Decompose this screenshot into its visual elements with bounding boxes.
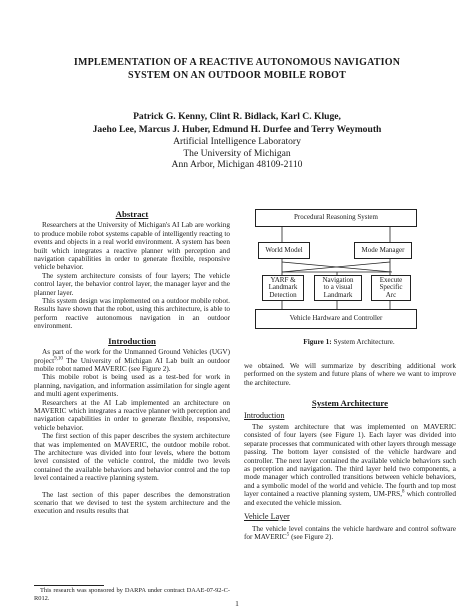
vehicle-citation: 5 bbox=[286, 532, 290, 538]
vehicle-layer-paragraph bbox=[244, 525, 456, 542]
intro-p1-text-a: As part of the work for the Unmanned Ground Vehicles (UGV) project bbox=[34, 348, 230, 365]
abstract-paragraph-2: The system architecture consists of four layers; The vehicle control layer, the behavior control layer, the manager layer and the planner layer. bbox=[34, 271, 230, 297]
abstract-paragraph-3: This system design was implemented on a outdoor mobile robot. Results have shown that the robot, using this architecture, is able to perform reactive autonomous navigation in an outdoor environment. bbox=[34, 297, 230, 331]
intro-p1-citation: 9,10 bbox=[54, 356, 63, 362]
nav-line-2: to a visual bbox=[323, 283, 353, 292]
affiliation-lab: Artificial Intelligence Laboratory bbox=[173, 136, 301, 147]
yarf-line-3: Detection bbox=[269, 290, 297, 299]
box-navigation-visual-landmark bbox=[314, 275, 362, 301]
intro-p1-text-b: The University of Michigan AI Lab built an outdoor mobile robot named MAVERIC (see Figure 2). bbox=[34, 356, 230, 373]
exec-line-1: Execute bbox=[379, 275, 403, 284]
affiliation-address: Ann Arbor, Michigan 48109-2110 bbox=[171, 159, 303, 170]
yarf-line-2: Landmark bbox=[268, 283, 298, 292]
introduction-paragraph-4: The first section of this paper describes the system architecture that was implemented on MAVERIC, the outdoor mobile robot. The architecture was divided into four levels, where the bottom level consisted of the vehicle control, the middle two levels contained the available behaviors and behavior control and the top level contained a reactive planning system. bbox=[34, 432, 230, 483]
affiliation-university: The University of Michigan bbox=[183, 147, 291, 159]
arch-intro-text-a: The system architecture that was implemented on MAVERIC consisted of four layers (see Figure 1). Each layer was divided into separate processes that communicated with other layers through message passing. The bottom layer consisted of the vehicle hardware and controller. The next layer contained the available vehicle behaviors such as perception and navigation. The third layer held two components, a mode manager which controlled transitions between vehicle behaviors, and a symbolic model of the world and vehicle. The fourth and top most layer contained a reactive planning system, UM-PRS, bbox=[244, 423, 456, 499]
nav-line-3: Landmark bbox=[323, 290, 353, 299]
exec-line-2: Specific bbox=[379, 283, 403, 292]
title-line-2: SYSTEM ON AN OUTDOOR MOBILE ROBOT bbox=[127, 70, 347, 81]
yarf-line-1: YARF & bbox=[270, 275, 296, 284]
box-execute-specific-arc bbox=[371, 275, 411, 301]
box-procedural-reasoning-system: Procedural Reasoning System bbox=[255, 209, 417, 227]
box-yarf-landmark-detection bbox=[262, 275, 304, 301]
intro-continuation: we obtained. We will summarize by describing additional work performed on the system and future plans of where we want to improve the architecture. bbox=[244, 362, 456, 387]
box-mode-manager: Mode Manager bbox=[354, 242, 412, 259]
arch-intro-text-b: which controlled and executed the vehicle mission. bbox=[244, 490, 456, 507]
architecture-introduction-subheading: Introduction bbox=[244, 410, 285, 420]
footnote: This research was sponsored by DARPA under contract DAAE-07-92-C-R012. bbox=[34, 587, 230, 602]
architecture-introduction-paragraph bbox=[244, 423, 456, 507]
box-vehicle-hardware-controller: Vehicle Hardware and Controller bbox=[255, 309, 417, 329]
page-number: 1 bbox=[235, 599, 239, 608]
introduction-heading: Introduction bbox=[108, 335, 156, 346]
box-world-model: World Model bbox=[258, 242, 310, 259]
abstract-heading: Abstract bbox=[115, 209, 149, 219]
authors-line-1: Patrick G. Kenny, Clint R. Bidlack, Karl C. Kluge, bbox=[133, 111, 341, 122]
exec-line-3: Arc bbox=[385, 290, 397, 299]
vehicle-text-b: (see Figure 2). bbox=[289, 532, 334, 541]
nav-line-1: Navigation bbox=[322, 275, 354, 284]
authors-line-2: Jaeho Lee, Marcus J. Huber, Edmund H. Durfee and Terry Weymouth bbox=[92, 124, 382, 135]
introduction-paragraph-5: The last section of this paper describes the demonstration scenario that we devised to test the system architecture and the execution and results results that bbox=[34, 490, 230, 516]
arch-intro-citation: 8 bbox=[402, 489, 405, 495]
vehicle-layer-subheading: Vehicle Layer bbox=[244, 512, 290, 522]
abstract-paragraph-1: Researchers at the University of Michigan's AI Lab are working to produce mobile robot systems capable of intelligently reacting to events and objects in a real world environment. A system has been built which integrates a reactive planner with perception and navigation capabilities in order to generate flexible, responsive vehicle behavior. bbox=[34, 221, 230, 272]
caption-label: Figure 1: bbox=[303, 337, 332, 346]
system-architecture-heading: System Architecture bbox=[311, 398, 389, 409]
figure-1-caption bbox=[244, 337, 454, 346]
introduction-paragraph-2: This mobile robot is being used as a test-bed for work in planning, navigation, and information assimilation for single agent and multi agent experiments. bbox=[34, 373, 230, 399]
title-line-1: IMPLEMENTATION OF A REACTIVE AUTONOMOUS NAVIGATION bbox=[73, 57, 401, 68]
introduction-paragraph-3: Researchers at the AI Lab implemented an architecture on MAVERIC which integrates a reactive planner with perception and navigation capabilities in order to generate flexible, responsive, vehicle behavior. bbox=[34, 398, 230, 432]
right-column bbox=[244, 362, 456, 541]
caption-text: System Architecture. bbox=[331, 337, 395, 346]
vehicle-text-a: The vehicle level contains the vehicle hardware and control software for MAVERIC bbox=[244, 524, 456, 541]
